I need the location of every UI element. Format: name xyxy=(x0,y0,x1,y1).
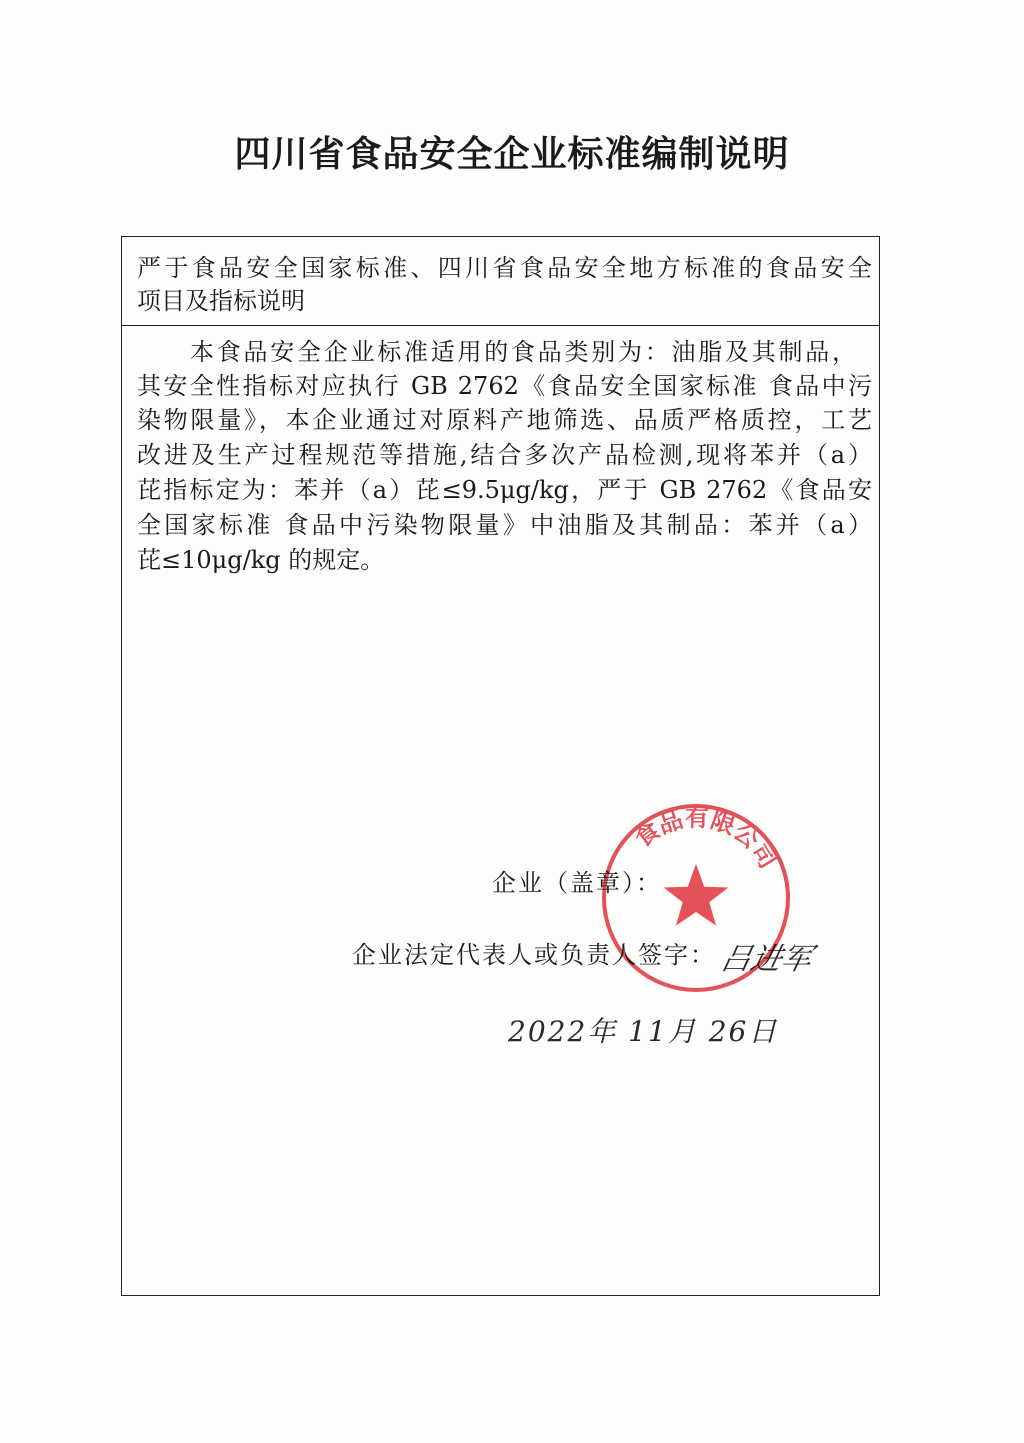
document-title: 四川省食品安全企业标准编制说明 xyxy=(234,134,790,175)
body-line-5: 芘指标定为：苯并（a）芘≤9.5μg/kg，严于 GB 2762《食品安 xyxy=(137,476,872,504)
seal-label: 企业（盖章）： xyxy=(492,869,662,897)
body-line-2: 其安全性指标对应执行 GB 2762《食品安全国家标准 食品中污 xyxy=(137,372,872,400)
body-line-3: 染物限量》，本企业通过对原料产地筛选、品质严格质控，工艺 xyxy=(137,406,872,434)
company-stamp xyxy=(596,798,796,998)
header-line-2: 项目及指标说明 xyxy=(137,287,305,315)
handwritten-date: 2022年 11月 26日 xyxy=(508,1015,779,1048)
body-line-1: 本食品安全企业标准适用的食品类别为：油脂及其制品， xyxy=(190,338,856,366)
header-line-1: 严于食品安全国家标准、四川省食品安全地方标准的食品安全 xyxy=(137,254,872,282)
body-line-4: 改进及生产过程规范等措施,结合多次产品检测,现将苯并（a） xyxy=(137,441,872,469)
representative-label: 企业法定代表人或负责人签字： xyxy=(352,941,716,969)
handwritten-signature: 吕进军 xyxy=(717,942,815,977)
body-line-6: 全国家标准 食品中污染物限量》中油脂及其制品：苯并（a） xyxy=(137,511,872,539)
table-divider xyxy=(121,325,880,326)
body-line-7: 芘≤10μg/kg 的规定。 xyxy=(137,546,385,574)
star-icon xyxy=(664,864,729,926)
stamp-text: 食品有限公司 xyxy=(629,803,783,874)
